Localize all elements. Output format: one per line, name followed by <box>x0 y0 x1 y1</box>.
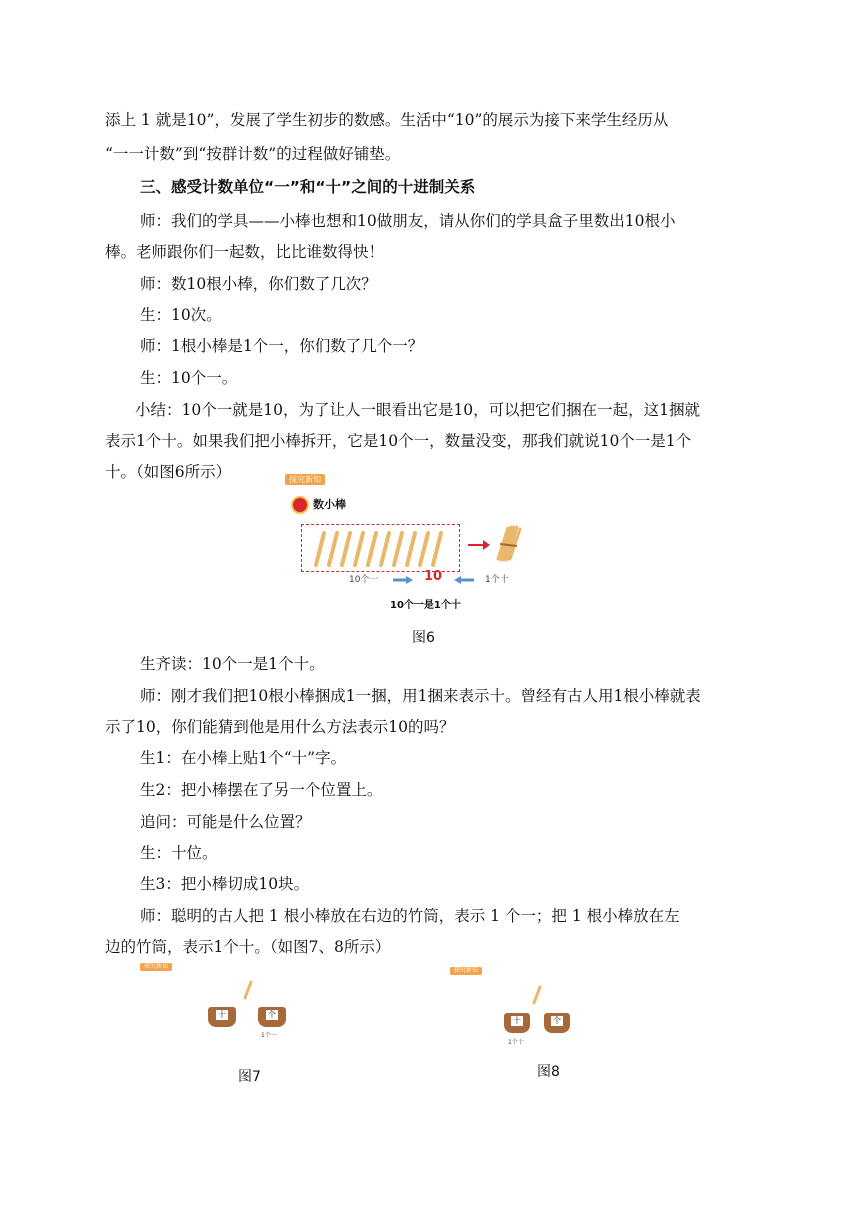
paragraph-line: 生齐读：10个一是1个十。 <box>140 655 325 673</box>
paragraph-line: 生：10次。 <box>140 306 222 324</box>
figure-summary: 10个一是1个十 <box>390 600 461 611</box>
paragraph-line: 师：数10根小棒，你们数了几次？ <box>140 275 377 293</box>
paragraph-line: 棒。老师跟你们一起数，比比谁数得快！ <box>105 243 385 261</box>
stick-icon <box>243 980 253 1000</box>
figure-caption: 图8 <box>537 1064 560 1080</box>
paragraph-line: 师：刚才我们把10根小棒捆成1一捆，用1捆来表示十。曾经有古人用1根小棒就表 <box>140 687 701 705</box>
cup-count-label: 1个一 <box>261 1032 277 1039</box>
tens-cup <box>208 1007 236 1027</box>
arrow-right-icon <box>467 538 491 552</box>
sticks-box <box>301 524 460 572</box>
cup-label: 十 <box>513 1016 521 1025</box>
stick-icon <box>532 985 542 1005</box>
ten-sticks-icon <box>302 525 459 571</box>
section-tag: 探究新知 <box>140 963 172 971</box>
paragraph-line: “一一计数”到“按群计数”的过程做好铺垫。 <box>105 145 401 163</box>
cup-label: 个 <box>268 1010 276 1019</box>
paragraph-line: 师：我们的学具——小棒也想和10做朋友，请从你们的学具盒子里数出10根小 <box>140 212 676 230</box>
tens-cup <box>504 1013 530 1033</box>
one-ten-label: 1个十 <box>485 575 509 585</box>
figure-title: 数小棒 <box>313 498 346 511</box>
figure-8 <box>450 967 580 1047</box>
paragraph-line: 师：1根小棒是1个一，你们数了几个一？ <box>140 337 424 355</box>
arrow-right-icon <box>392 575 414 585</box>
figure-7 <box>140 963 300 1043</box>
figure-caption: 图7 <box>238 1069 261 1085</box>
cup-label: 个 <box>553 1016 561 1025</box>
ones-cup <box>258 1007 286 1027</box>
paragraph-line: 添上 1 就是10”，发展了学生初步的数感。生活中“10”的展示为接下来学生经历从 <box>105 111 669 129</box>
cup-label: 十 <box>218 1010 226 1019</box>
figure-6 <box>285 474 525 616</box>
section-tag: 探究新知 <box>285 474 325 485</box>
paragraph-line: 师：聪明的古人把 1 根小棒放在右边的竹筒，表示 1 个一；把 1 根小棒放在左 <box>140 907 680 925</box>
section-heading: 三、感受计数单位“一”和“十”之间的十进制关系 <box>140 178 476 196</box>
ten-ones-label: 10个一 <box>349 575 379 585</box>
paragraph-line: 生2：把小棒摆在了另一个位置上。 <box>140 781 383 799</box>
ten-value: 10 <box>424 569 443 584</box>
paragraph-line: 生：十位。 <box>140 844 218 862</box>
paragraph-line: 十。（如图6所示） <box>105 463 232 481</box>
cup-count-label: 1个十 <box>508 1039 524 1046</box>
paragraph-line: 表示1个十。如果我们把小棒拆开，它是10个一，数量没变，那我们就说10个一是1个 <box>105 432 692 450</box>
paragraph-line: 小结：10个一就是10，为了让人一眼看出它是10，可以把它们捆在一起，这1捆就 <box>135 401 701 419</box>
paragraph-line: 追问：可能是什么位置？ <box>140 813 311 831</box>
section-tag: 探究新知 <box>450 967 482 975</box>
paragraph-line: 生：10个一。 <box>140 369 238 387</box>
ones-cup <box>544 1013 570 1033</box>
paragraph-line: 生3：把小棒切成10块。 <box>140 875 310 893</box>
figure-caption: 图6 <box>412 630 435 646</box>
medal-icon <box>291 496 309 514</box>
arrow-left-icon <box>453 575 475 585</box>
stick-bundle-icon <box>493 524 523 562</box>
paragraph-line: 生1：在小棒上贴1个“十”字。 <box>140 749 347 767</box>
paragraph-line: 边的竹筒，表示1个十。（如图7、8所示） <box>105 938 391 956</box>
paragraph-line: 示了10，你们能猜到他是用什么方法表示10的吗？ <box>105 718 455 736</box>
